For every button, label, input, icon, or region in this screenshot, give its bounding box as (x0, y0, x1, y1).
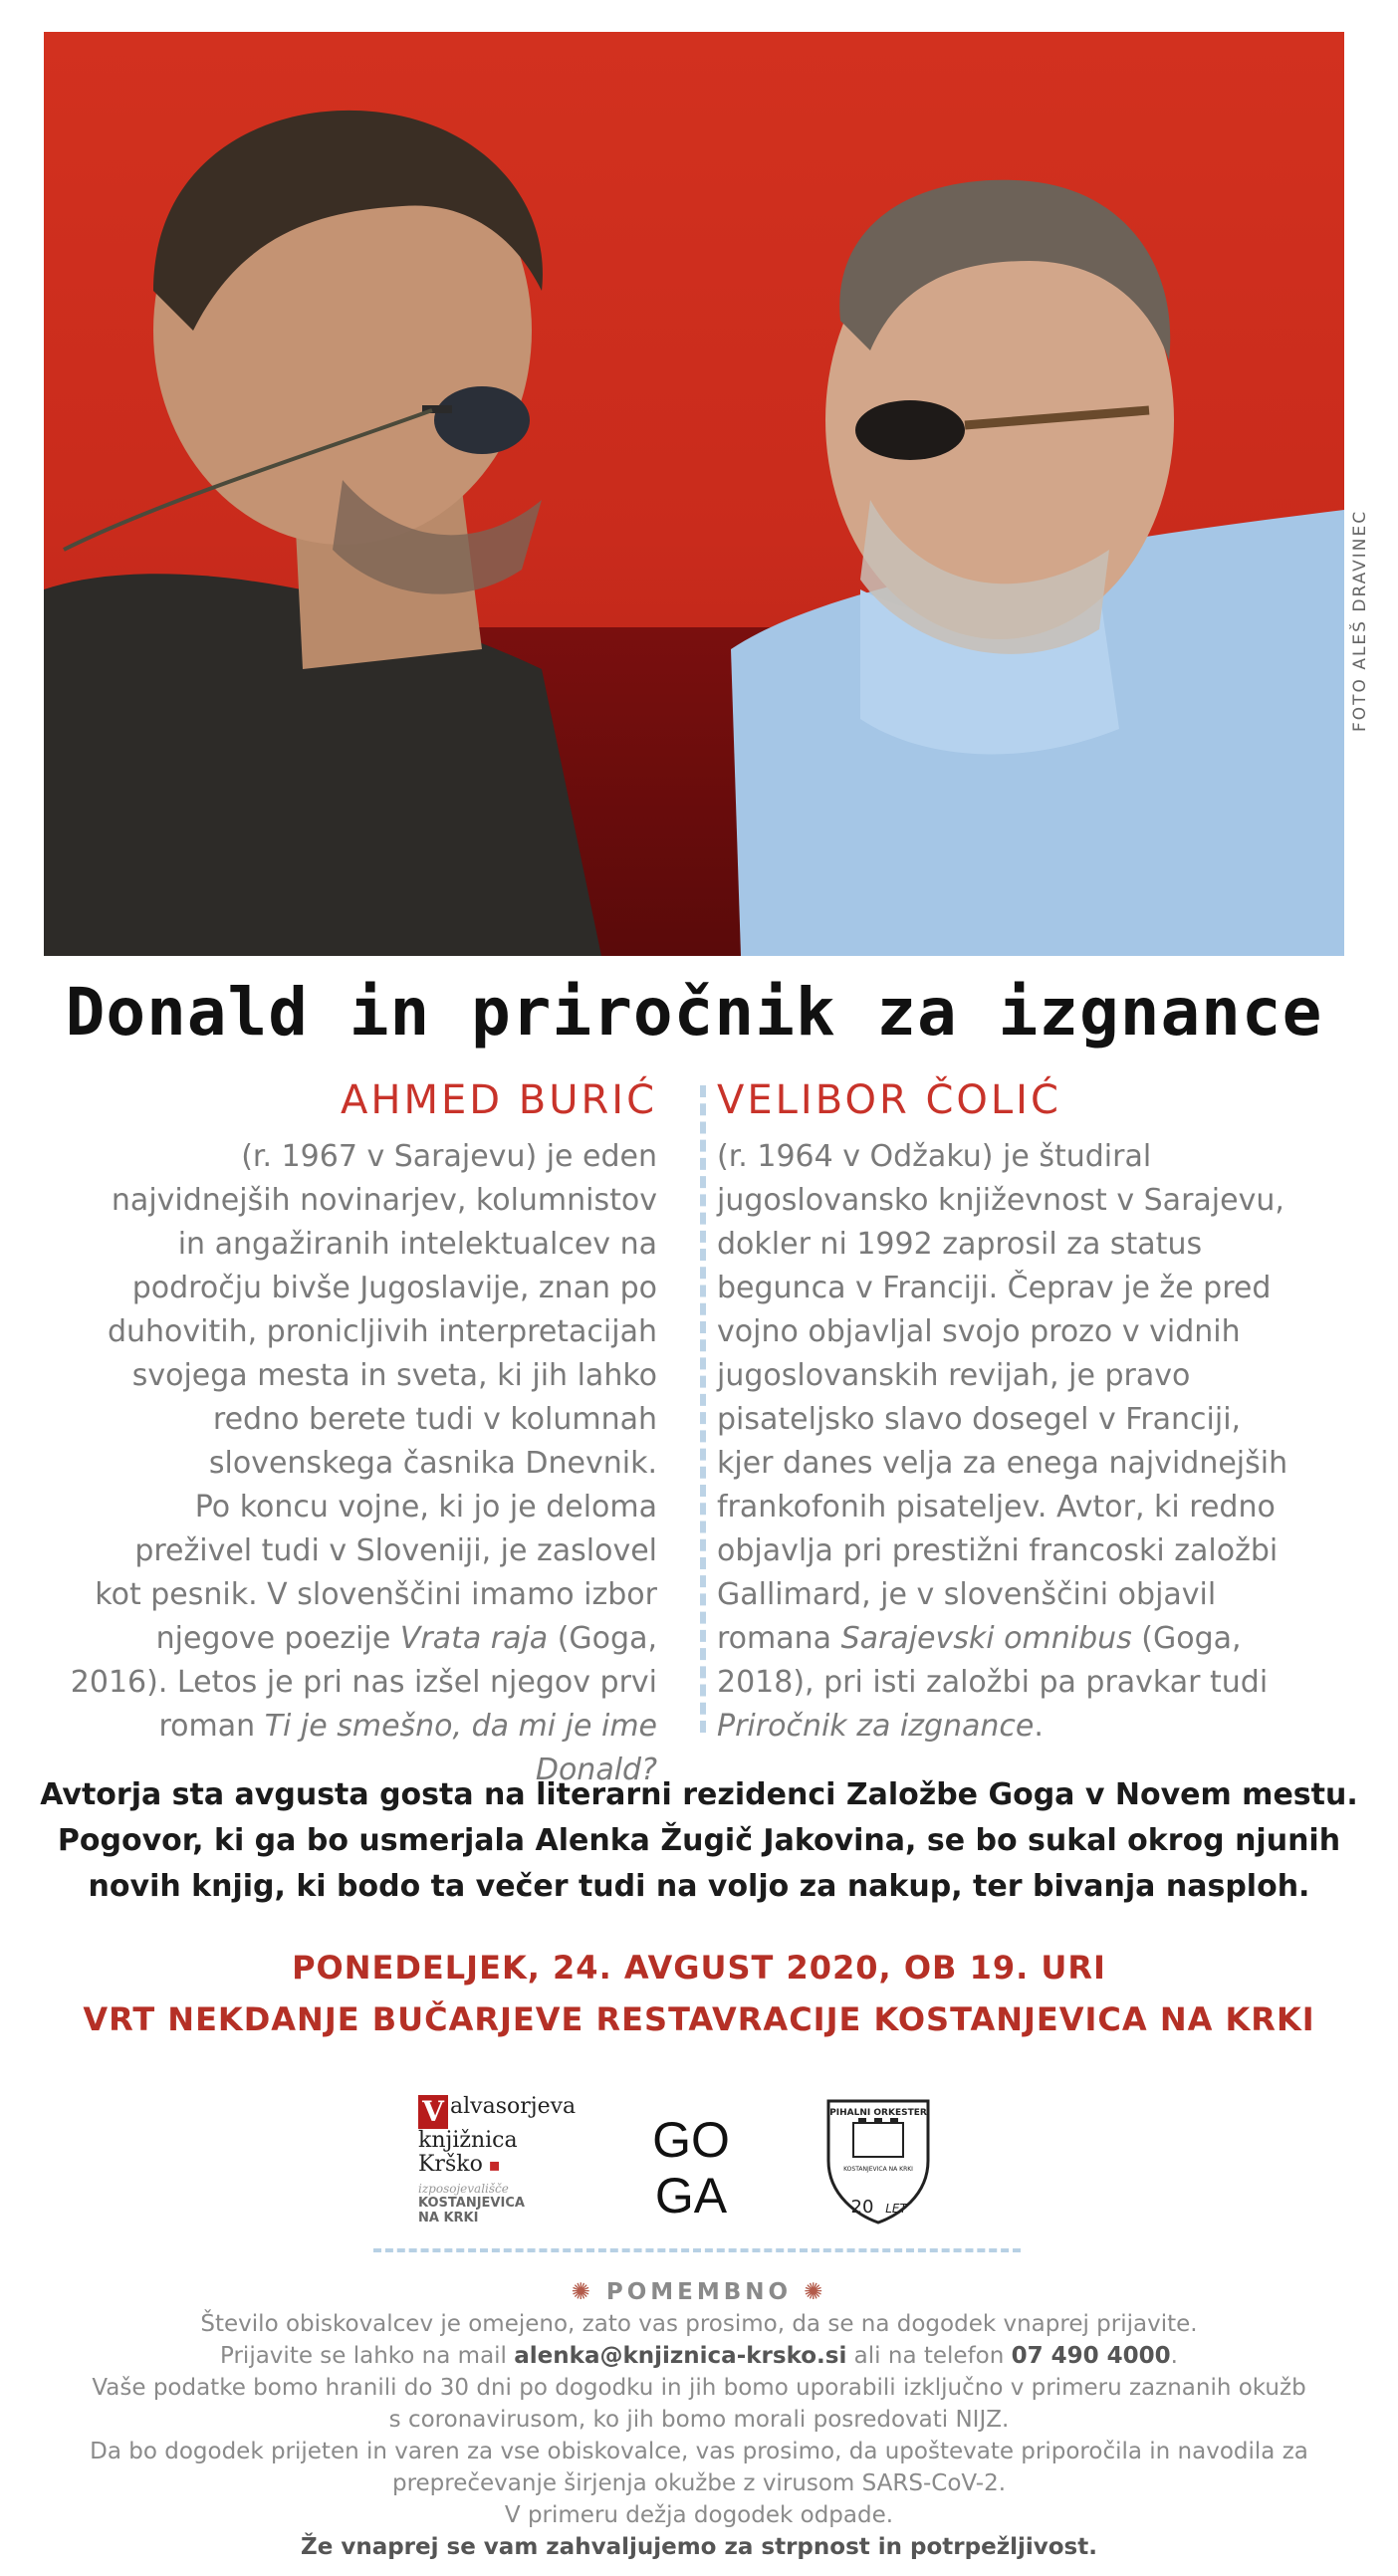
notice-line: Da bo dogodek prijeten in varen za vse obiskovalce, vas prosimo, da upoštevate priporočila in navodila za (90, 2439, 1308, 2464)
bio-line: kjer danes velja za enega najvidnejših (717, 1446, 1288, 1481)
email-link[interactable]: alenka@knjiznica-krsko.si (514, 2343, 847, 2369)
announce-line: Pogovor, ki ga bo usmerjala Alenka Žugič Jakovina, se bo sukal okrog njunih (57, 1823, 1341, 1858)
event-title: Donald in priročnik za izgnance (65, 974, 1323, 1051)
orchestra-logo-top: PIHALNI ORKESTER (829, 2108, 927, 2118)
bio-line: frankofonih pisateljev. Avtor, ki redno (717, 1490, 1276, 1524)
library-logo-loc2: NA KRKI (418, 2211, 479, 2225)
author-right (717, 1075, 1334, 1749)
orchestra-logo-let: LET (885, 2202, 907, 2216)
orchestra-logo (818, 2091, 938, 2225)
goga-logo-bottom: GA (654, 2168, 728, 2219)
event-info (40, 1942, 1358, 2045)
bio-line: romana (717, 1621, 841, 1656)
bio-line: Po koncu vojne, ki jo je deloma (194, 1490, 657, 1524)
photo-credit: FOTO ALEŠ DRAVINEC (1350, 509, 1370, 732)
section-separator (373, 2248, 1021, 2252)
notice-line: Vaše podatke bomo hranili do 30 dni po dogodku in jih bomo uporabili izključno v primeru zaznanih okužb (92, 2375, 1306, 2401)
flower-icon: ✺ (804, 2279, 827, 2305)
announce-line: novih knjig, ki bodo ta večer tudi na voljo za nakup, ter bivanja nasploh. (88, 1869, 1310, 1904)
book-title-prirocnik: Priročnik za izgnance (717, 1709, 1035, 1744)
notice-heading-text: POMEMBNO (605, 2279, 793, 2305)
notice-line: V primeru dežja dogodek odpade. (504, 2502, 894, 2528)
bio-line: preživel tudi v Sloveniji, je zaslovel (134, 1533, 657, 1568)
author-bio-left (40, 1135, 657, 1792)
photo (44, 32, 1344, 956)
event-announcement (40, 1772, 1358, 1910)
bio-line: jugoslovanskih revijah, je pravo (717, 1358, 1191, 1393)
notice-heading (40, 2276, 1358, 2308)
two-men-photo (44, 32, 1344, 956)
notice-line: Prijavite se lahko na mail alenka@knjiznica-krsko.si ali na telefon 07 490 4000. (220, 2343, 1178, 2369)
library-logo-sub: izposojevališče (418, 2182, 509, 2196)
bio-line: kot pesnik. V slovenščini imamo izbor (95, 1577, 657, 1612)
bio-line: področju bivše Jugoslavije, znan po (131, 1271, 657, 1305)
event-venue: VRT NEKDANJE BUČARJEVE RESTAVRACIJE KOSTANJEVICA NA KRKI (83, 2000, 1315, 2038)
bio-line: (Goga, (548, 1621, 657, 1656)
bio-line: duhovitih, pronicljivih interpretacijah (107, 1314, 657, 1349)
bio-line: 2018), pri isti založbi pa pravkar tudi (717, 1665, 1269, 1700)
library-logo-line2: knjižnica (418, 2128, 518, 2153)
bio-line: redno berete tudi v kolumnah (212, 1402, 657, 1437)
bio-line: slovenskega časnika Dnevnik. (208, 1446, 657, 1481)
bio-line: (r. 1964 v Odžaku) je študiral (717, 1139, 1152, 1174)
orchestra-logo-num: 20 (850, 2197, 874, 2218)
left-man-sunglasses (434, 386, 530, 454)
column-divider (700, 1085, 706, 1733)
bio-line: 2016). Letos je pri nas izšel njegov prvi (70, 1665, 657, 1700)
library-logo-initial: V (418, 2095, 448, 2129)
bio-line: svojega mesta in sveta, ki jih lahko (131, 1358, 657, 1393)
bio-line: najvidnejših novinarjev, kolumnistov (111, 1183, 657, 1218)
goga-logo-top: GO (652, 2112, 730, 2168)
bio-line: (r. 1967 v Sarajevu) je eden (241, 1139, 657, 1174)
author-left (40, 1075, 657, 1792)
bio-line: njegove poezije (155, 1621, 400, 1656)
book-title-donald: Ti je smešno, da mi je ime Donald? (264, 1709, 657, 1787)
goga-logo (641, 2109, 741, 2219)
notice-final: Že vnaprej se vam zahvaljujemo za strpnost in potrpežljivost. (301, 2534, 1097, 2560)
bio-line: roman (158, 1709, 265, 1744)
library-logo-loc1: KOSTANJEVICA (418, 2196, 525, 2211)
phone-number[interactable]: 07 490 4000 (1011, 2343, 1171, 2369)
bio-line: Gallimard, je v slovenščini objavil (717, 1577, 1217, 1612)
author-name-left: AHMED BURIĆ (341, 1077, 657, 1123)
bio-line: in angažiranih intelektualcev na (177, 1227, 657, 1262)
flower-icon: ✺ (571, 2279, 594, 2305)
right-man-sunglasses (855, 400, 965, 460)
library-logo-line3: Krško (418, 2152, 483, 2177)
important-notice (40, 2276, 1358, 2563)
library-logo-line1: alvasorjeva (450, 2094, 577, 2119)
orchestra-logo-side: KOSTANJEVICA NA KRKI (843, 2166, 913, 2173)
bio-line: begunca v Franciji. Čeprav je že pred (717, 1271, 1272, 1305)
library-logo: V alvasorjeva knjižnica Krško ▪ izposojevališče KOSTANJEVICA NA KRKI (418, 2094, 577, 2225)
author-bio-right (717, 1135, 1334, 1749)
bio-line: objavlja pri prestižni francoski založbi (717, 1533, 1279, 1568)
book-title-vrata-raja: Vrata raja (399, 1621, 549, 1656)
event-date: PONEDELJEK, 24. AVGUST 2020, OB 19. URI (292, 1949, 1106, 1987)
bio-line: (Goga, (1131, 1621, 1242, 1656)
notice-line: preprečevanje širjenja okužbe z virusom SARS-CoV-2. (391, 2470, 1007, 2496)
bio-line: jugoslovansko književnost v Sarajevu, (717, 1183, 1284, 1218)
notice-line: Število obiskovalcev je omejeno, zato vas prosimo, da se na dogodek vnaprej prijavite. (200, 2311, 1198, 2337)
bio-line: pisateljsko slavo dosegel v Franciji, (717, 1402, 1242, 1437)
sponsor-logos (0, 2089, 1398, 2228)
notice-line: s coronavirusom, ko jih bomo morali posredovati NIJZ. (388, 2407, 1010, 2433)
author-name-right: VELIBOR ČOLIĆ (717, 1077, 1061, 1123)
bio-line: vojno objavljal svojo prozo v vidnih (717, 1314, 1241, 1349)
bio-line: . (1034, 1709, 1044, 1744)
bio-line: dokler ni 1992 zaprosil za status (717, 1227, 1203, 1262)
book-title-sarajevski-omnibus: Sarajevski omnibus (840, 1621, 1132, 1656)
announce-line: Avtorja sta avgusta gosta na literarni rezidenci Založbe Goga v Novem mestu. (40, 1777, 1358, 1812)
